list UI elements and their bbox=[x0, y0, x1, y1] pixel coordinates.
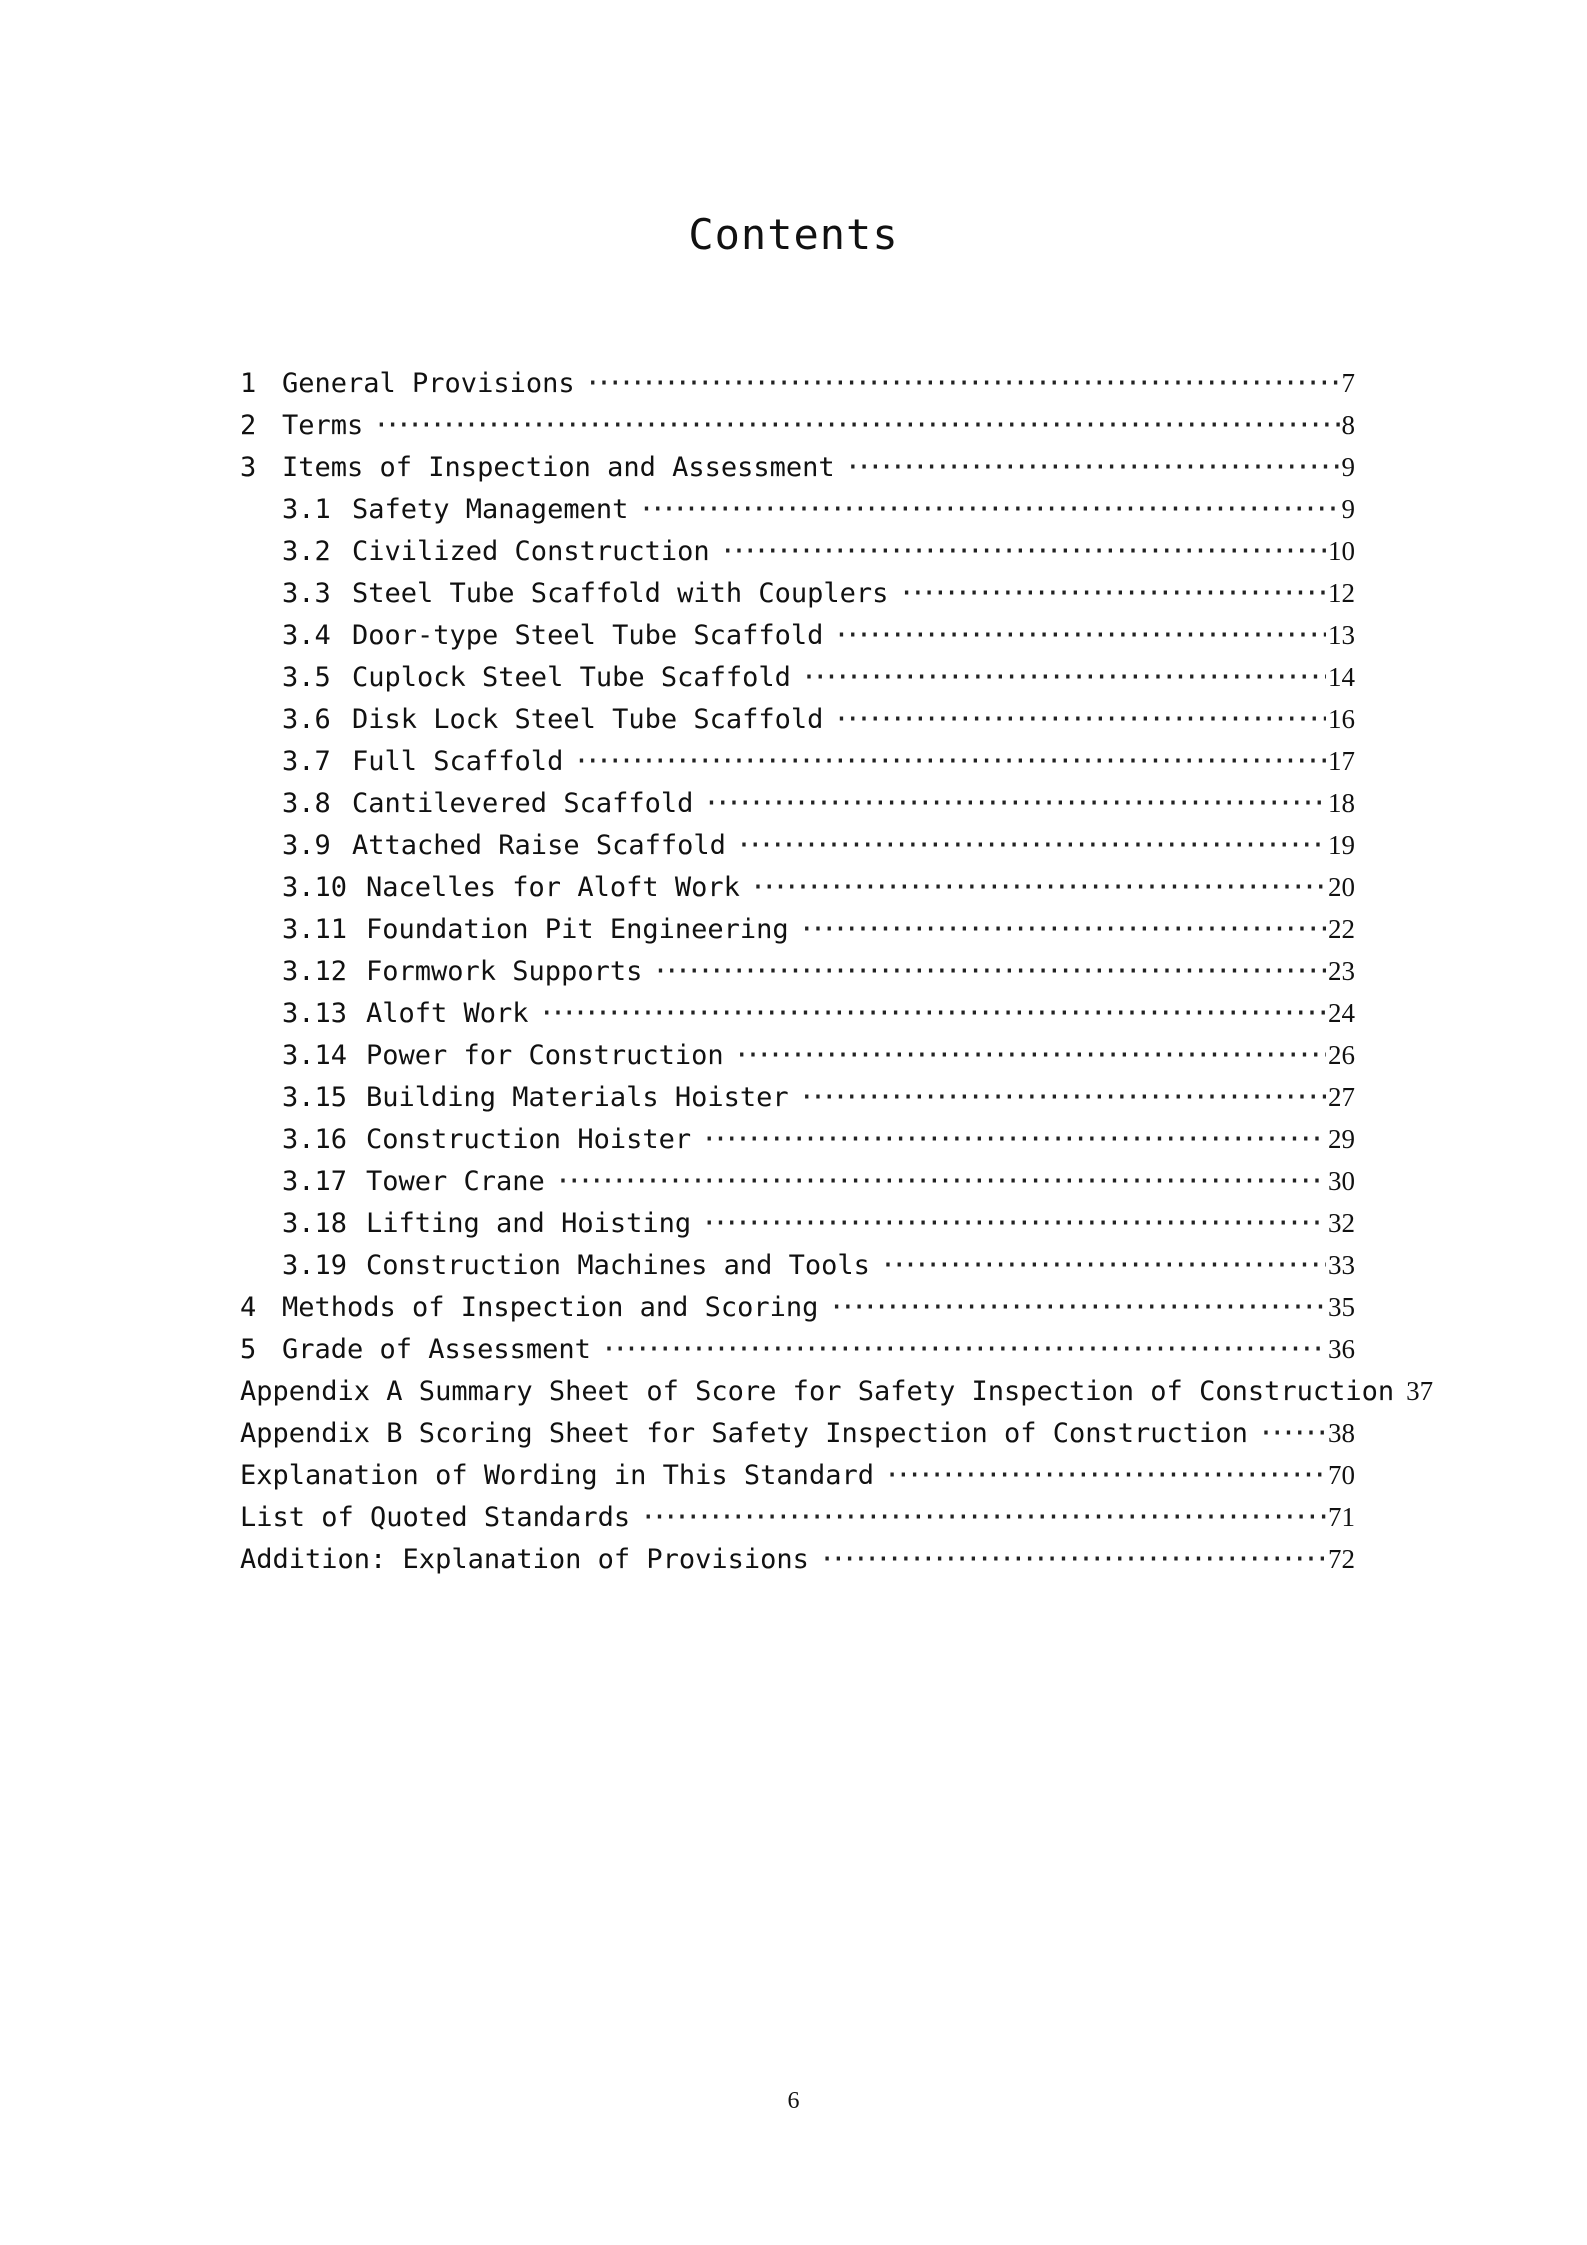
toc-entry-number: 4 bbox=[240, 1292, 257, 1323]
toc-entry-page: 71 bbox=[1328, 1502, 1355, 1532]
toc-entry-page: 8 bbox=[1341, 410, 1355, 440]
dot-leader bbox=[833, 699, 1326, 741]
toc-entry[interactable] bbox=[240, 992, 1355, 1034]
dot-leader bbox=[828, 1287, 1326, 1329]
toc-entry-number: 3.11 bbox=[282, 914, 348, 945]
toc-entry[interactable] bbox=[240, 1118, 1355, 1160]
toc-entry-page: 27 bbox=[1328, 1082, 1355, 1112]
toc-entry-label: Formwork Supports bbox=[366, 956, 643, 987]
toc-entry-label: Power for Construction bbox=[366, 1040, 724, 1071]
toc-entry-page: 7 bbox=[1341, 368, 1355, 398]
toc-entry[interactable] bbox=[240, 1076, 1355, 1118]
toc-entry[interactable] bbox=[240, 1202, 1355, 1244]
dot-leader bbox=[750, 867, 1326, 909]
toc-entry-page: 36 bbox=[1328, 1334, 1355, 1364]
toc-entry-label: Appendix A Summary Sheet of Score for Safety Inspection of Construction bbox=[240, 1376, 1395, 1407]
toc-entry-label: Steel Tube Scaffold with Couplers bbox=[352, 578, 889, 609]
toc-entry-page: 18 bbox=[1328, 788, 1355, 818]
toc-entry-label: Attached Raise Scaffold bbox=[352, 830, 726, 861]
toc-entry-number: 3.17 bbox=[282, 1166, 348, 1197]
toc-entry-label: Construction Machines and Tools bbox=[366, 1250, 870, 1281]
dot-leader bbox=[638, 489, 1339, 531]
toc-entry-page: 33 bbox=[1328, 1250, 1355, 1280]
dot-leader bbox=[701, 1203, 1326, 1245]
dot-leader bbox=[555, 1161, 1326, 1203]
dot-leader bbox=[799, 909, 1326, 951]
toc-entry-label: Foundation Pit Engineering bbox=[366, 914, 789, 945]
toc-entry[interactable] bbox=[240, 404, 1355, 446]
dot-leader bbox=[720, 531, 1326, 573]
toc-entry[interactable] bbox=[240, 1538, 1355, 1580]
toc-entry-label: Civilized Construction bbox=[352, 536, 710, 567]
toc-entry-page: 19 bbox=[1328, 830, 1355, 860]
toc-entry[interactable] bbox=[240, 1286, 1355, 1328]
toc-entry-number: 3.10 bbox=[282, 872, 348, 903]
dot-leader bbox=[573, 741, 1326, 783]
dot-leader bbox=[373, 405, 1339, 447]
toc-entry-label: Door-type Steel Tube Scaffold bbox=[352, 620, 824, 651]
toc-entry-label: Cantilevered Scaffold bbox=[352, 788, 694, 819]
toc-entry[interactable] bbox=[240, 446, 1355, 488]
toc-entry-page: 10 bbox=[1328, 536, 1355, 566]
toc-entry-label: Aloft Work bbox=[366, 998, 529, 1029]
toc-entry[interactable] bbox=[240, 1412, 1355, 1454]
dot-leader bbox=[819, 1539, 1326, 1581]
toc-entry-number: 3.13 bbox=[282, 998, 348, 1029]
toc-entry-label: Addition: Explanation of Provisions bbox=[240, 1544, 809, 1575]
dot-leader bbox=[799, 1077, 1326, 1119]
toc-entry-page: 38 bbox=[1328, 1418, 1355, 1448]
toc-entry-number: 3.12 bbox=[282, 956, 348, 987]
toc-entry-label: Appendix B Scoring Sheet for Safety Inspection of Construction bbox=[240, 1418, 1248, 1449]
toc-entry-page: 72 bbox=[1328, 1544, 1355, 1574]
toc-entry[interactable] bbox=[240, 572, 1355, 614]
toc-entry-page: 12 bbox=[1328, 578, 1355, 608]
dot-leader bbox=[640, 1497, 1326, 1539]
toc-entry-page: 9 bbox=[1341, 452, 1355, 482]
toc-entry-number: 3.5 bbox=[282, 662, 331, 693]
toc-entry-label: List of Quoted Standards bbox=[240, 1502, 631, 1533]
toc-entry[interactable] bbox=[240, 950, 1355, 992]
toc-entry[interactable] bbox=[240, 740, 1355, 782]
toc-entry-number: 3.16 bbox=[282, 1124, 348, 1155]
toc-entry-label: Disk Lock Steel Tube Scaffold bbox=[352, 704, 824, 735]
toc-entry[interactable] bbox=[240, 866, 1355, 908]
toc-entry-number: 5 bbox=[240, 1334, 257, 1365]
toc-entry-number: 3.8 bbox=[282, 788, 331, 819]
toc-entry[interactable] bbox=[240, 656, 1355, 698]
toc-entry-page: 17 bbox=[1328, 746, 1355, 776]
toc-entry-label: Methods of Inspection and Scoring bbox=[282, 1292, 819, 1323]
toc-entry[interactable] bbox=[240, 362, 1355, 404]
toc-entry[interactable] bbox=[240, 1034, 1355, 1076]
toc-entry-label: Nacelles for Aloft Work bbox=[366, 872, 740, 903]
toc-entry-page: 32 bbox=[1328, 1208, 1355, 1238]
toc-entry-label: Terms bbox=[282, 410, 364, 441]
toc-entry-number: 3.4 bbox=[282, 620, 331, 651]
page-number: 6 bbox=[787, 2088, 800, 2114]
toc-entry-page: 24 bbox=[1328, 998, 1355, 1028]
toc-entry[interactable] bbox=[240, 698, 1355, 740]
dot-leader bbox=[845, 447, 1340, 489]
dot-leader bbox=[736, 825, 1326, 867]
toc-entry-number: 3.14 bbox=[282, 1040, 348, 1071]
toc-entry-page: 20 bbox=[1328, 872, 1355, 902]
toc-entry-page: 16 bbox=[1328, 704, 1355, 734]
toc-entry-label: General Provisions bbox=[282, 368, 575, 399]
toc-entry-page: 9 bbox=[1341, 494, 1355, 524]
toc-entry[interactable] bbox=[240, 1454, 1355, 1496]
toc-entry-number: 3.18 bbox=[282, 1208, 348, 1239]
dot-leader bbox=[884, 1455, 1326, 1497]
toc-entry-page: 23 bbox=[1328, 956, 1355, 986]
toc-entry[interactable] bbox=[240, 1244, 1355, 1286]
toc-entry-page: 35 bbox=[1328, 1292, 1355, 1322]
toc-entry[interactable] bbox=[240, 782, 1355, 824]
toc-entry-label: Cuplock Steel Tube Scaffold bbox=[352, 662, 791, 693]
toc-entry-number: 3.7 bbox=[282, 746, 331, 777]
toc-entry-label: Construction Hoister bbox=[366, 1124, 692, 1155]
toc-entry-label: Safety Management bbox=[352, 494, 629, 525]
toc-entry-number: 2 bbox=[240, 410, 257, 441]
toc-entry[interactable] bbox=[240, 1370, 1434, 1412]
toc-entry[interactable] bbox=[240, 1160, 1355, 1202]
toc-entry-number: 3.19 bbox=[282, 1250, 348, 1281]
toc-entry-number: 3.3 bbox=[282, 578, 331, 609]
toc-entry[interactable] bbox=[240, 1328, 1355, 1370]
toc-entry-page: 22 bbox=[1328, 914, 1355, 944]
dot-leader bbox=[701, 1119, 1326, 1161]
dot-leader bbox=[833, 615, 1326, 657]
dot-leader bbox=[703, 783, 1326, 825]
table-of-contents bbox=[240, 362, 1434, 1580]
toc-entry-label: Building Materials Hoister bbox=[366, 1082, 789, 1113]
toc-entry-page: 13 bbox=[1328, 620, 1355, 650]
toc-entry-number: 3.9 bbox=[282, 830, 331, 861]
dot-leader bbox=[652, 951, 1326, 993]
toc-entry[interactable] bbox=[240, 614, 1355, 656]
toc-entry[interactable] bbox=[240, 824, 1355, 866]
dot-leader bbox=[734, 1035, 1326, 1077]
toc-entry-page: 30 bbox=[1328, 1166, 1355, 1196]
toc-entry-label: Lifting and Hoisting bbox=[366, 1208, 692, 1239]
toc-entry-number: 3.15 bbox=[282, 1082, 348, 1113]
toc-entry-page: 26 bbox=[1328, 1040, 1355, 1070]
toc-entry-label: Items of Inspection and Assessment bbox=[282, 452, 835, 483]
dot-leader bbox=[801, 657, 1326, 699]
dot-leader bbox=[601, 1329, 1326, 1371]
toc-entry-page: 37 bbox=[1406, 1376, 1434, 1406]
toc-entry[interactable] bbox=[240, 530, 1355, 572]
toc-entry-number: 3.1 bbox=[282, 494, 331, 525]
toc-entry-label: Full Scaffold bbox=[352, 746, 564, 777]
toc-entry[interactable] bbox=[240, 908, 1355, 950]
toc-entry-page: 29 bbox=[1328, 1124, 1355, 1154]
toc-entry-number: 3.6 bbox=[282, 704, 331, 735]
toc-entry-page: 14 bbox=[1328, 662, 1355, 692]
toc-entry-page: 70 bbox=[1328, 1460, 1355, 1490]
dot-leader bbox=[539, 993, 1326, 1035]
toc-entry-number: 3.2 bbox=[282, 536, 331, 567]
dot-leader bbox=[585, 363, 1340, 405]
dot-leader bbox=[880, 1245, 1326, 1287]
toc-entry-label: Grade of Assessment bbox=[282, 1334, 591, 1365]
toc-entry[interactable] bbox=[240, 1496, 1355, 1538]
toc-entry-label: Explanation of Wording in This Standard bbox=[240, 1460, 874, 1491]
toc-entry[interactable] bbox=[240, 488, 1355, 530]
toc-entry-label: Tower Crane bbox=[366, 1166, 545, 1197]
toc-entry-number: 3 bbox=[240, 452, 257, 483]
toc-entry-number: 1 bbox=[240, 368, 257, 399]
dot-leader bbox=[1258, 1413, 1326, 1455]
dot-leader bbox=[898, 573, 1326, 615]
page-title: Contents bbox=[688, 210, 899, 259]
